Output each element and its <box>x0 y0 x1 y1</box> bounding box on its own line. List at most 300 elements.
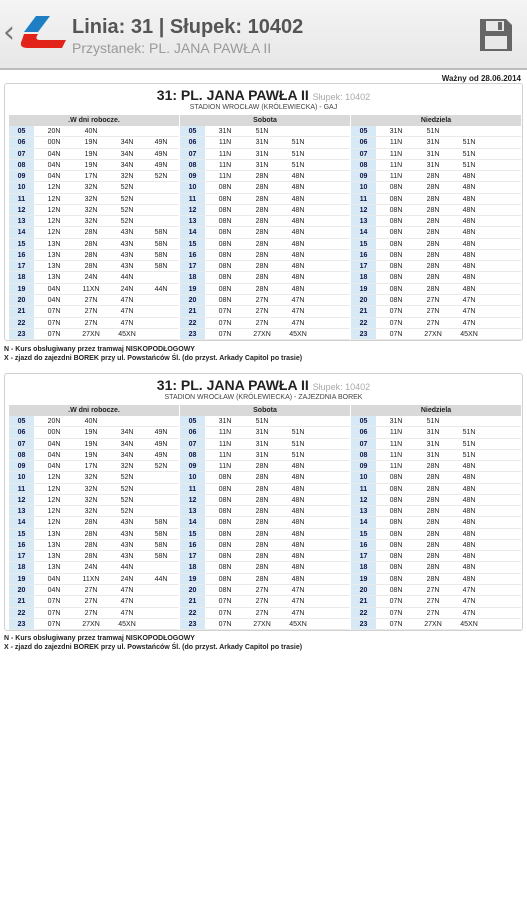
hour-row <box>351 608 521 619</box>
minute-cell: 47N <box>120 609 134 617</box>
hour-cell: 06 <box>351 137 376 147</box>
minute-cell: 28N <box>426 519 440 527</box>
minute-cell: 34N <box>120 429 134 437</box>
minute-cell: 20N <box>47 128 61 135</box>
hour-row <box>351 484 521 495</box>
hour-cell: 16 <box>9 540 34 550</box>
mpk-logo-icon[interactable] <box>18 14 68 50</box>
minute-cell: 58N <box>154 229 168 237</box>
minute-cell: 31N <box>255 451 269 459</box>
floppy-disk-icon[interactable] <box>478 17 514 53</box>
minute-cell: 58N <box>154 530 168 538</box>
minute-cell: 28N <box>426 541 440 549</box>
minute-cell: 48N <box>462 274 476 282</box>
minute-cell: 48N <box>462 519 476 527</box>
minute-cell: 28N <box>426 508 440 516</box>
hour-cell: 15 <box>180 529 205 539</box>
minute-cell: 08N <box>218 195 232 203</box>
board-title <box>5 377 522 393</box>
hour-cell: 19 <box>180 574 205 584</box>
minute-cell: 08N <box>218 251 232 259</box>
hour-row <box>351 329 521 340</box>
minute-cell: 08N <box>218 274 232 282</box>
minute-cell: 28N <box>84 240 98 248</box>
hour-cell: 22 <box>180 318 205 328</box>
hour-row <box>351 261 521 272</box>
minute-cell: 07N <box>218 308 232 316</box>
minute-cell: 48N <box>291 553 305 561</box>
minute-cell: 12N <box>47 474 61 482</box>
minute-cell: 07N <box>389 609 403 617</box>
minute-cell: 28N <box>84 519 98 527</box>
hour-row <box>9 250 179 261</box>
hour-cell: 13 <box>351 506 376 516</box>
minute-cell: 07N <box>47 620 61 628</box>
minute-cell: 17N <box>84 463 98 471</box>
hour-cell: 23 <box>180 619 205 629</box>
minute-cell: 51N <box>291 429 305 437</box>
minute-cell: 11N <box>389 440 403 448</box>
minute-cell: 08N <box>389 274 403 282</box>
hour-row <box>351 439 521 450</box>
minute-cell: 32N <box>84 184 98 192</box>
hour-row <box>351 295 521 306</box>
minute-cell: 08N <box>389 564 403 572</box>
hour-row <box>351 284 521 295</box>
minute-cell: 28N <box>426 564 440 572</box>
hour-row <box>180 416 350 427</box>
minute-cell: 08N <box>218 508 232 516</box>
minute-cell: 52N <box>120 195 134 203</box>
minute-cell: 48N <box>462 530 476 538</box>
minute-cell: 43N <box>120 229 134 237</box>
minute-cell: 48N <box>462 206 476 214</box>
hour-cell: 05 <box>9 126 34 136</box>
minute-cell: 08N <box>389 184 403 192</box>
hour-cell: 13 <box>180 216 205 226</box>
hour-row <box>9 472 179 483</box>
hour-row <box>351 416 521 427</box>
minute-cell: 27XN <box>424 330 442 338</box>
hour-row <box>351 216 521 227</box>
hour-cell: 10 <box>180 472 205 482</box>
hour-cell: 07 <box>180 439 205 449</box>
hour-cell: 14 <box>180 227 205 237</box>
hour-row <box>9 529 179 540</box>
minute-cell: 27N <box>255 319 269 327</box>
hour-row <box>180 160 350 171</box>
minute-cell: 27XN <box>82 620 100 628</box>
hour-cell: 15 <box>351 239 376 249</box>
minute-cell: 08N <box>389 240 403 248</box>
minute-cell: 28N <box>426 485 440 493</box>
minute-cell: 48N <box>462 474 476 482</box>
minute-cell: 11N <box>218 463 232 471</box>
minute-cell: 48N <box>291 530 305 538</box>
hour-cell: 06 <box>351 427 376 437</box>
minute-cell: 52N <box>154 173 168 181</box>
minute-cell: 47N <box>462 586 476 594</box>
hour-cell: 21 <box>9 306 34 316</box>
hour-cell: 17 <box>9 551 34 561</box>
hour-row <box>351 495 521 506</box>
minute-cell: 28N <box>255 530 269 538</box>
minute-cell: 28N <box>255 508 269 516</box>
minute-cell: 28N <box>255 195 269 203</box>
minute-cell: 31N <box>255 429 269 437</box>
minute-cell: 07N <box>218 598 232 606</box>
minute-cell: 47N <box>462 598 476 606</box>
minute-cell: 27XN <box>82 330 100 338</box>
minute-cell: 08N <box>218 240 232 248</box>
minute-cell: 43N <box>120 530 134 538</box>
hour-cell: 11 <box>351 484 376 494</box>
minute-cell: 27N <box>84 598 98 606</box>
minute-cell: 48N <box>462 195 476 203</box>
hour-row <box>9 619 179 630</box>
hour-cell: 13 <box>9 506 34 516</box>
minute-cell: 08N <box>218 541 232 549</box>
hour-row <box>351 517 521 528</box>
minute-cell: 27N <box>84 319 98 327</box>
hour-cell: 23 <box>9 329 34 339</box>
minute-cell: 31N <box>255 150 269 158</box>
board-line-stop: 31: PL. JANA PAWŁA II <box>156 377 309 393</box>
minute-cell: 27N <box>84 296 98 304</box>
minute-cell: 58N <box>154 541 168 549</box>
hour-cell: 23 <box>351 329 376 339</box>
minute-cell: 13N <box>47 274 61 282</box>
hour-row <box>180 619 350 630</box>
minute-cell: 27N <box>255 609 269 617</box>
minute-cell: 27N <box>426 586 440 594</box>
hour-row <box>180 574 350 585</box>
minute-cell: 51N <box>462 429 476 437</box>
minute-cell: 12N <box>47 184 61 192</box>
minute-cell: 28N <box>255 184 269 192</box>
back-chevron-icon[interactable]: ‹ <box>3 15 15 50</box>
hour-row <box>180 239 350 250</box>
minute-cell: 48N <box>291 541 305 549</box>
minute-cell: 48N <box>462 564 476 572</box>
minute-cell: 58N <box>154 251 168 259</box>
hour-cell: 18 <box>351 272 376 282</box>
minute-cell: 08N <box>389 541 403 549</box>
hour-cell: 12 <box>180 495 205 505</box>
minute-cell: 04N <box>47 150 61 158</box>
minute-cell: 48N <box>291 485 305 493</box>
minute-cell: 28N <box>255 263 269 271</box>
minute-cell: 31N <box>255 161 269 169</box>
hour-cell: 19 <box>9 574 34 584</box>
minute-cell: 12N <box>47 195 61 203</box>
minute-cell: 49N <box>154 451 168 459</box>
hour-cell: 12 <box>351 205 376 215</box>
hour-cell: 16 <box>351 540 376 550</box>
hour-cell: 05 <box>180 416 205 426</box>
minute-cell: 28N <box>426 553 440 561</box>
minute-cell: 52N <box>120 508 134 516</box>
hour-cell: 10 <box>9 182 34 192</box>
hour-cell: 22 <box>351 318 376 328</box>
hour-cell: 17 <box>351 551 376 561</box>
minute-cell: 48N <box>291 474 305 482</box>
minute-cell: 07N <box>218 620 232 628</box>
minute-cell: 08N <box>218 564 232 572</box>
hour-row <box>351 596 521 607</box>
minute-cell: 11N <box>218 451 232 459</box>
hour-row <box>9 239 179 250</box>
minute-cell: 08N <box>218 485 232 493</box>
minute-cell: 08N <box>389 496 403 504</box>
hour-cell: 17 <box>9 261 34 271</box>
minute-cell: 27N <box>426 598 440 606</box>
minute-cell: 31N <box>426 150 440 158</box>
minute-cell: 51N <box>255 418 269 425</box>
minute-cell: 58N <box>154 240 168 248</box>
hour-row <box>9 506 179 517</box>
minute-cell: 48N <box>462 229 476 237</box>
minute-cell: 07N <box>47 308 61 316</box>
minute-cell: 08N <box>389 575 403 583</box>
board-direction: STADION WROCŁAW (KRÓLEWIECKA) - ZAJEZDNIA BOREK <box>164 394 363 401</box>
minute-cell: 52N <box>120 218 134 226</box>
minute-cell: 08N <box>218 575 232 583</box>
minute-cell: 31N <box>389 418 403 425</box>
hour-row <box>180 149 350 160</box>
minute-cell: 28N <box>426 530 440 538</box>
hour-row <box>180 439 350 450</box>
timetable-grid <box>9 115 521 341</box>
minute-cell: 07N <box>218 319 232 327</box>
minute-cell: 27XN <box>424 620 442 628</box>
minute-cell: 34N <box>120 150 134 158</box>
minute-cell: 48N <box>462 508 476 516</box>
minute-cell: 47N <box>120 296 134 304</box>
minute-cell: 28N <box>255 251 269 259</box>
hour-cell: 12 <box>351 495 376 505</box>
hour-cell: 23 <box>351 619 376 629</box>
minute-cell: 48N <box>462 463 476 471</box>
hour-row <box>9 439 179 450</box>
hour-cell: 06 <box>9 427 34 437</box>
minute-cell: 07N <box>389 319 403 327</box>
minute-cell: 44N <box>154 575 168 583</box>
minute-cell: 19N <box>84 161 98 169</box>
hour-cell: 16 <box>9 250 34 260</box>
hour-cell: 09 <box>180 461 205 471</box>
day-column <box>351 115 521 340</box>
minute-cell: 40N <box>84 418 98 425</box>
hour-row <box>180 194 350 205</box>
minute-cell: 52N <box>120 184 134 192</box>
day-column <box>351 405 521 630</box>
minute-cell: 12N <box>47 485 61 493</box>
hour-row <box>180 126 350 137</box>
hour-row <box>180 306 350 317</box>
hour-row <box>180 472 350 483</box>
hour-cell: 12 <box>180 205 205 215</box>
hour-row <box>351 551 521 562</box>
hour-row <box>180 182 350 193</box>
hour-cell: 22 <box>9 318 34 328</box>
minute-cell: 31N <box>218 128 232 135</box>
minute-cell: 28N <box>255 274 269 282</box>
minute-cell: 12N <box>47 508 61 516</box>
minute-cell: 48N <box>462 285 476 293</box>
hour-cell: 09 <box>9 461 34 471</box>
minute-cell: 24N <box>84 564 98 572</box>
minute-cell: 32N <box>84 218 98 226</box>
hour-cell: 09 <box>351 171 376 181</box>
minute-cell: 28N <box>426 195 440 203</box>
hour-row <box>9 295 179 306</box>
hour-cell: 20 <box>351 295 376 305</box>
minute-cell: 52N <box>120 474 134 482</box>
hour-row <box>351 239 521 250</box>
minute-cell: 08N <box>389 296 403 304</box>
day-column <box>180 405 350 630</box>
hour-cell: 17 <box>351 261 376 271</box>
minute-cell: 48N <box>462 541 476 549</box>
minute-cell: 04N <box>47 296 61 304</box>
minute-cell: 24N <box>120 285 134 293</box>
minute-cell: 04N <box>47 451 61 459</box>
minute-cell: 11XN <box>82 285 100 293</box>
valid-from-label: Ważny od 28.06.2014 <box>441 74 521 83</box>
hour-cell: 18 <box>9 562 34 572</box>
minute-cell: 07N <box>47 319 61 327</box>
minute-cell: 31N <box>426 139 440 147</box>
minute-cell: 04N <box>47 173 61 181</box>
minute-cell: 19N <box>84 451 98 459</box>
minute-cell: 43N <box>120 240 134 248</box>
minute-cell: 28N <box>426 463 440 471</box>
hour-row <box>9 596 179 607</box>
minute-cell: 07N <box>389 598 403 606</box>
minute-cell: 08N <box>218 519 232 527</box>
hour-cell: 16 <box>180 250 205 260</box>
minute-cell: 28N <box>255 541 269 549</box>
day-column <box>9 405 179 630</box>
minute-cell: 28N <box>255 474 269 482</box>
minute-cell: 19N <box>84 150 98 158</box>
minute-cell: 48N <box>291 218 305 226</box>
hour-cell: 11 <box>180 194 205 204</box>
minute-cell: 28N <box>84 541 98 549</box>
minute-cell: 47N <box>291 586 305 594</box>
minute-cell: 51N <box>426 418 440 425</box>
hour-cell: 14 <box>180 517 205 527</box>
hour-row <box>351 318 521 329</box>
minute-cell: 44N <box>120 564 134 572</box>
minute-cell: 13N <box>47 263 61 271</box>
minute-cell: 49N <box>154 161 168 169</box>
hour-row <box>9 416 179 427</box>
minute-cell: 52N <box>120 206 134 214</box>
minute-cell: 45XN <box>460 620 478 628</box>
minute-cell: 51N <box>426 128 440 135</box>
hour-row <box>9 160 179 171</box>
hour-row <box>9 137 179 148</box>
minute-cell: 19N <box>84 440 98 448</box>
minute-cell: 08N <box>389 263 403 271</box>
minute-cell: 27N <box>255 598 269 606</box>
hour-cell: 20 <box>180 585 205 595</box>
minute-cell: 28N <box>255 206 269 214</box>
hour-cell: 18 <box>9 272 34 282</box>
minute-cell: 32N <box>84 496 98 504</box>
legend-note-n: N - Kurs obsługiwany przez tramwaj NISKOPODŁOGOWY <box>4 635 195 642</box>
minute-cell: 47N <box>291 296 305 304</box>
minute-cell: 47N <box>291 609 305 617</box>
minute-cell: 28N <box>255 229 269 237</box>
day-column-header: .W dni robocze. <box>9 405 179 416</box>
hour-cell: 10 <box>351 182 376 192</box>
hour-row <box>9 227 179 238</box>
hour-row <box>180 329 350 340</box>
minute-cell: 48N <box>291 508 305 516</box>
minute-cell: 48N <box>462 251 476 259</box>
minute-cell: 08N <box>218 285 232 293</box>
minute-cell: 32N <box>120 463 134 471</box>
minute-cell: 31N <box>426 451 440 459</box>
minute-cell: 04N <box>47 161 61 169</box>
minute-cell: 51N <box>462 161 476 169</box>
hour-row <box>180 461 350 472</box>
hour-row <box>180 171 350 182</box>
minute-cell: 24N <box>84 274 98 282</box>
hour-row <box>180 506 350 517</box>
hour-cell: 20 <box>9 585 34 595</box>
minute-cell: 31N <box>255 440 269 448</box>
hour-cell: 12 <box>9 205 34 215</box>
minute-cell: 32N <box>120 173 134 181</box>
hour-row <box>180 295 350 306</box>
minute-cell: 48N <box>291 173 305 181</box>
hour-cell: 22 <box>180 608 205 618</box>
hour-cell: 08 <box>351 160 376 170</box>
minute-cell: 47N <box>120 586 134 594</box>
minute-cell: 11N <box>389 150 403 158</box>
minute-cell: 27N <box>255 296 269 304</box>
hour-row <box>351 137 521 148</box>
minute-cell: 28N <box>255 519 269 527</box>
minute-cell: 45XN <box>289 620 307 628</box>
minute-cell: 48N <box>291 229 305 237</box>
minute-cell: 27N <box>426 319 440 327</box>
hour-row <box>351 182 521 193</box>
hour-cell: 11 <box>9 194 34 204</box>
hour-cell: 20 <box>351 585 376 595</box>
hour-row <box>180 427 350 438</box>
minute-cell: 28N <box>426 251 440 259</box>
minute-cell: 11XN <box>82 575 100 583</box>
minute-cell: 08N <box>218 586 232 594</box>
minute-cell: 48N <box>291 206 305 214</box>
minute-cell: 08N <box>389 474 403 482</box>
minute-cell: 32N <box>84 206 98 214</box>
minute-cell: 28N <box>426 575 440 583</box>
hour-cell: 14 <box>351 227 376 237</box>
minute-cell: 12N <box>47 206 61 214</box>
minute-cell: 28N <box>426 496 440 504</box>
minute-cell: 08N <box>218 218 232 226</box>
hour-row <box>351 427 521 438</box>
minute-cell: 28N <box>84 263 98 271</box>
minute-cell: 47N <box>462 609 476 617</box>
minute-cell: 27N <box>426 609 440 617</box>
